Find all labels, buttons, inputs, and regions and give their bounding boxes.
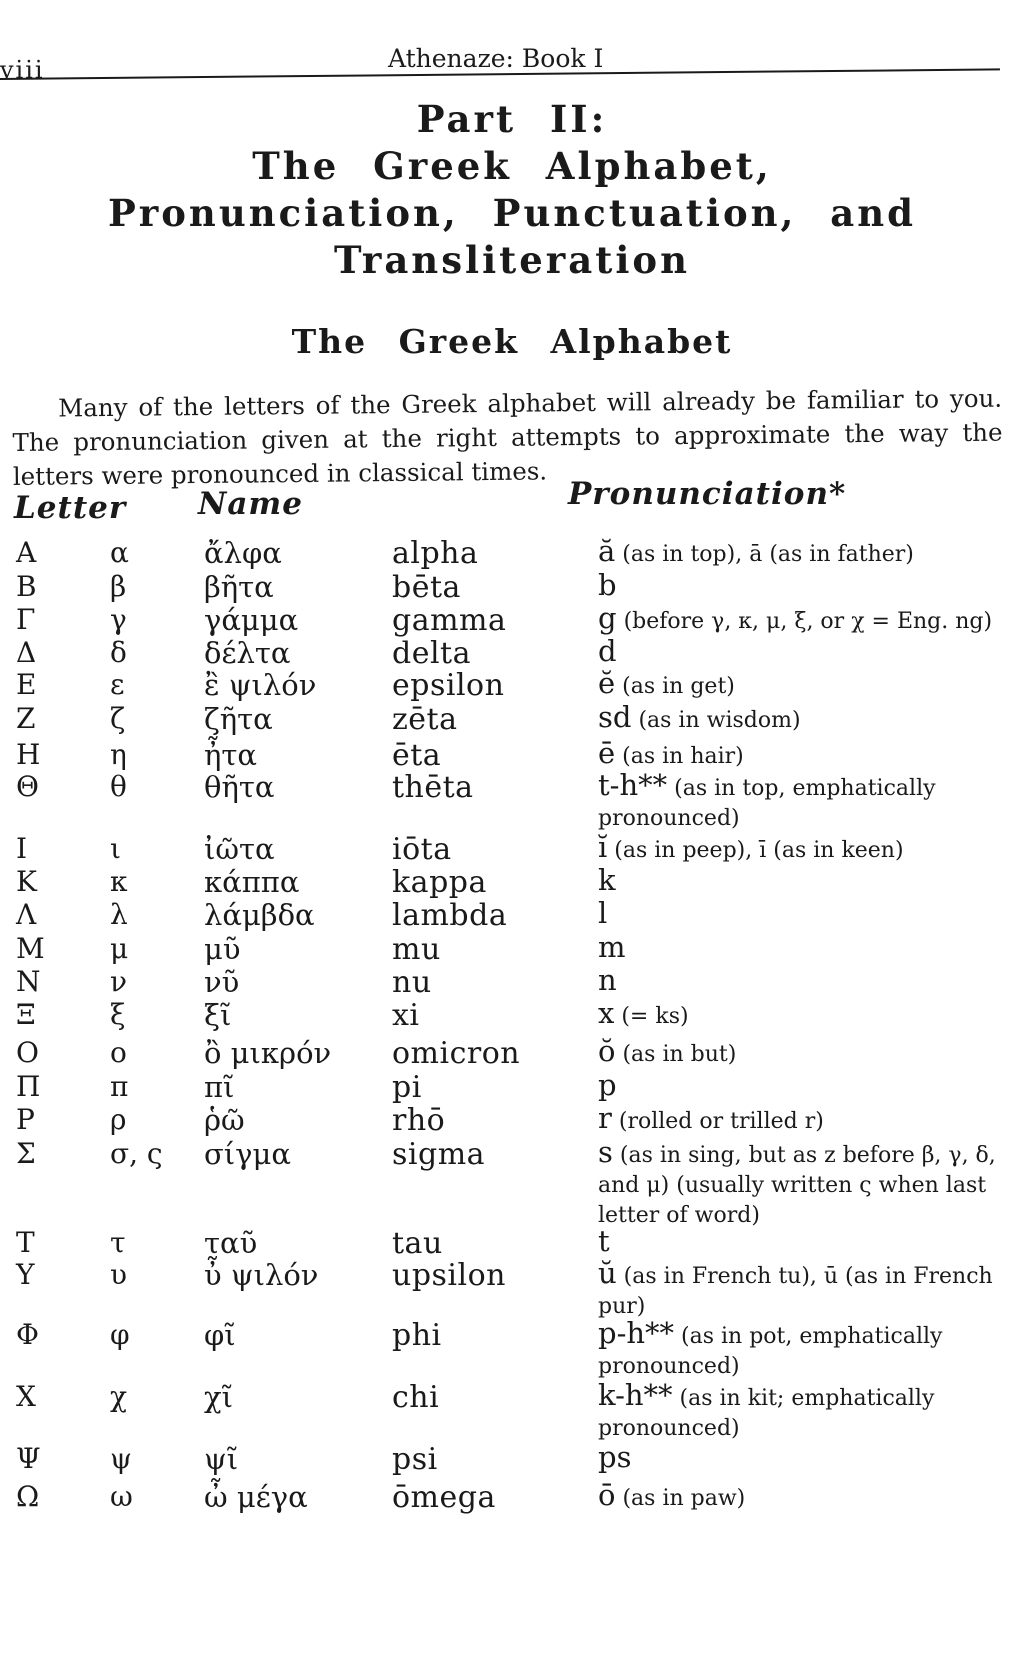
letter-lowercase: σ, ς bbox=[110, 1137, 163, 1170]
letter-roman-name: chi bbox=[392, 1380, 440, 1415]
column-header-name: Name bbox=[198, 486, 303, 522]
letter-roman-name: psi bbox=[392, 1442, 438, 1477]
running-title: Athenaze: Book I bbox=[388, 44, 604, 73]
pronunciation-note: (as in wisdom) bbox=[631, 708, 801, 733]
letter-roman-name: ōmega bbox=[392, 1480, 496, 1515]
pronunciation-note: (as in kit; emphatically pronounced) bbox=[598, 1386, 935, 1441]
letter-greek-name: ὂ μικρόν bbox=[204, 1036, 332, 1070]
letter-pronunciation bbox=[598, 932, 1008, 966]
letter-pronunciation bbox=[598, 1480, 1008, 1514]
letter-lowercase: ξ bbox=[110, 998, 126, 1031]
pronunciation-sound: p-h** bbox=[598, 1316, 675, 1350]
letter-uppercase: Ζ bbox=[16, 702, 36, 735]
letter-greek-name: θῆτα bbox=[204, 770, 275, 804]
pronunciation-sound: t-h** bbox=[598, 768, 668, 802]
letter-roman-name: omicron bbox=[392, 1036, 521, 1071]
letter-pronunciation bbox=[598, 603, 1008, 637]
letter-uppercase: Κ bbox=[16, 865, 37, 898]
letter-lowercase: α bbox=[110, 536, 129, 569]
letter-roman-name: zēta bbox=[392, 702, 458, 737]
title-line: The Greek Alphabet, bbox=[252, 144, 772, 188]
pronunciation-sound: m bbox=[598, 930, 626, 964]
letter-lowercase: β bbox=[110, 570, 127, 603]
pronunciation-sound: ĕ bbox=[598, 666, 616, 700]
letter-roman-name: gamma bbox=[392, 603, 507, 638]
letter-greek-name: ἒ ψιλόν bbox=[204, 668, 317, 702]
letter-greek-name: ἰῶτα bbox=[204, 832, 275, 866]
pronunciation-sound: k bbox=[598, 863, 616, 897]
letter-greek-name: φῖ bbox=[204, 1318, 236, 1352]
page-number: viii bbox=[0, 56, 45, 84]
pronunciation-sound: r bbox=[598, 1101, 612, 1135]
pronunciation-sound: t bbox=[598, 1224, 610, 1258]
letter-uppercase: Ξ bbox=[16, 998, 36, 1031]
pronunciation-sound: ĭ bbox=[598, 830, 608, 864]
letter-greek-name: σίγμα bbox=[204, 1137, 291, 1171]
title-line: Part II: bbox=[416, 97, 608, 141]
letter-greek-name: ἄλφα bbox=[204, 536, 282, 570]
letter-roman-name: mu bbox=[392, 932, 441, 967]
letter-lowercase: η bbox=[110, 738, 127, 771]
letter-pronunciation bbox=[598, 570, 1008, 604]
letter-roman-name: thēta bbox=[392, 770, 474, 805]
letter-pronunciation bbox=[598, 738, 1008, 772]
letter-uppercase: Σ bbox=[16, 1137, 36, 1170]
letter-greek-name: ῥῶ bbox=[204, 1103, 245, 1137]
letter-roman-name: phi bbox=[392, 1318, 442, 1353]
letter-uppercase: Η bbox=[16, 738, 41, 771]
letter-roman-name: rhō bbox=[392, 1103, 446, 1138]
letter-greek-name: βῆτα bbox=[204, 570, 274, 604]
letter-pronunciation bbox=[598, 1258, 1008, 1322]
pronunciation-sound: p bbox=[598, 1068, 617, 1102]
letter-roman-name: iōta bbox=[392, 832, 452, 867]
letter-roman-name: alpha bbox=[392, 536, 479, 571]
letter-pronunciation bbox=[598, 636, 1008, 670]
letter-lowercase: φ bbox=[110, 1318, 130, 1351]
letter-pronunciation bbox=[598, 668, 1008, 702]
letter-lowercase: χ bbox=[110, 1380, 127, 1413]
letter-lowercase: ζ bbox=[110, 702, 126, 735]
letter-lowercase: ι bbox=[110, 832, 121, 865]
pronunciation-sound: ŭ bbox=[598, 1256, 617, 1290]
letter-roman-name: pi bbox=[392, 1070, 422, 1105]
letter-lowercase: λ bbox=[110, 898, 128, 931]
pronunciation-sound: s bbox=[598, 1135, 613, 1169]
column-header-pronunciation: Pronunciation* bbox=[568, 476, 847, 512]
letter-greek-name: ὖ ψιλόν bbox=[204, 1258, 319, 1292]
letter-lowercase: υ bbox=[110, 1258, 128, 1291]
letter-lowercase: δ bbox=[110, 636, 127, 669]
letter-uppercase: Ν bbox=[16, 965, 41, 998]
letter-uppercase: Α bbox=[16, 536, 37, 569]
pronunciation-note: (as in hair) bbox=[615, 744, 744, 769]
letter-lowercase: γ bbox=[110, 603, 127, 636]
pronunciation-sound: sd bbox=[598, 700, 632, 734]
letter-uppercase: Γ bbox=[16, 603, 36, 636]
letter-uppercase: Χ bbox=[16, 1380, 36, 1413]
pronunciation-sound: k-h** bbox=[598, 1378, 673, 1412]
letter-greek-name: χῖ bbox=[204, 1380, 233, 1414]
pronunciation-note: (as in French tu), ū (as in French pur) bbox=[598, 1264, 993, 1319]
letter-lowercase: μ bbox=[110, 932, 129, 965]
letter-roman-name: kappa bbox=[392, 865, 487, 900]
pronunciation-note: (as in paw) bbox=[615, 1486, 746, 1511]
letter-pronunciation bbox=[598, 898, 1008, 932]
letter-uppercase: Π bbox=[16, 1070, 41, 1103]
letter-roman-name: xi bbox=[392, 998, 420, 1033]
letter-pronunciation bbox=[598, 832, 1008, 866]
letter-roman-name: sigma bbox=[392, 1137, 486, 1172]
letter-uppercase: Λ bbox=[16, 898, 37, 931]
letter-pronunciation bbox=[598, 1070, 1008, 1104]
pronunciation-note: (before γ, κ, μ, ξ, or χ = Eng. ng) bbox=[616, 609, 993, 634]
letter-roman-name: ēta bbox=[392, 738, 442, 773]
letter-pronunciation bbox=[598, 965, 1008, 999]
letter-lowercase: π bbox=[110, 1070, 129, 1103]
pronunciation-note: (as in get) bbox=[615, 674, 735, 699]
letter-greek-name: νῦ bbox=[204, 965, 240, 999]
letter-greek-name: ξῖ bbox=[204, 998, 232, 1032]
column-header-letter: Letter bbox=[14, 490, 127, 526]
letter-greek-name: κάππα bbox=[204, 865, 300, 899]
letter-greek-name: ἦτα bbox=[204, 738, 258, 772]
letter-uppercase: Μ bbox=[16, 932, 45, 965]
letter-greek-name: γάμμα bbox=[204, 603, 299, 637]
pronunciation-sound: ō bbox=[598, 1478, 616, 1512]
letter-greek-name: δέλτα bbox=[204, 636, 291, 670]
section-title: The Greek Alphabet bbox=[291, 322, 733, 361]
letter-pronunciation bbox=[598, 1036, 1008, 1070]
letter-lowercase: τ bbox=[110, 1226, 126, 1259]
letter-roman-name: nu bbox=[392, 965, 432, 1000]
title-line: Transliteration bbox=[334, 238, 690, 282]
letter-uppercase: Ο bbox=[16, 1036, 39, 1069]
pronunciation-sound: ē bbox=[598, 736, 616, 770]
letter-lowercase: ω bbox=[110, 1480, 133, 1513]
letter-uppercase: Ψ bbox=[16, 1442, 41, 1475]
pronunciation-sound: x bbox=[598, 996, 615, 1030]
letter-uppercase: Φ bbox=[16, 1318, 39, 1351]
letter-lowercase: ψ bbox=[110, 1442, 132, 1475]
pronunciation-note: (as in peep), ī (as in keen) bbox=[607, 838, 904, 863]
pronunciation-sound: b bbox=[598, 568, 617, 602]
letter-lowercase: ρ bbox=[110, 1103, 127, 1136]
pronunciation-note: (= ks) bbox=[614, 1004, 689, 1029]
letter-pronunciation bbox=[598, 1137, 1008, 1231]
letter-uppercase: Υ bbox=[16, 1258, 35, 1291]
letter-roman-name: delta bbox=[392, 636, 471, 671]
pronunciation-sound: n bbox=[598, 963, 617, 997]
pronunciation-sound: d bbox=[598, 634, 617, 668]
pronunciation-sound: ă bbox=[598, 534, 616, 568]
letter-uppercase: Ω bbox=[16, 1480, 40, 1513]
pronunciation-note: (as in top), ā (as in father) bbox=[615, 542, 914, 567]
pronunciation-note: (as in top, emphatically pronounced) bbox=[598, 776, 936, 831]
letter-lowercase: ν bbox=[110, 965, 128, 998]
letter-pronunciation bbox=[598, 1103, 1008, 1137]
letter-lowercase: ο bbox=[110, 1036, 127, 1069]
letter-uppercase: Ι bbox=[16, 832, 28, 865]
letter-greek-name: μῦ bbox=[204, 932, 241, 966]
letter-roman-name: upsilon bbox=[392, 1258, 506, 1293]
intro-text: Many of the letters of the Greek alphabet will already be familiar to you. The pronunciation given at the right attempts to approximate the way the letters were pronounced in classical times. bbox=[12, 383, 1003, 491]
pronunciation-note: (as in but) bbox=[615, 1042, 737, 1067]
letter-pronunciation bbox=[598, 1442, 1008, 1476]
pronunciation-note: (rolled or trilled r) bbox=[611, 1109, 824, 1134]
pronunciation-sound: g bbox=[598, 601, 617, 635]
letter-pronunciation bbox=[598, 1380, 1008, 1444]
letter-pronunciation bbox=[598, 702, 1008, 736]
letter-pronunciation bbox=[598, 536, 1008, 570]
pronunciation-note: (as in sing, but as z before β, γ, δ, and μ) (usually written ς when last letter of word) bbox=[598, 1143, 996, 1228]
letter-roman-name: epsilon bbox=[392, 668, 505, 703]
letter-uppercase: Ρ bbox=[16, 1103, 35, 1136]
pronunciation-note: (as in pot, emphatically pronounced) bbox=[598, 1324, 943, 1379]
letter-lowercase: ε bbox=[110, 668, 125, 701]
letter-uppercase: Τ bbox=[16, 1226, 35, 1259]
letter-pronunciation bbox=[598, 1226, 1008, 1260]
letter-roman-name: bēta bbox=[392, 570, 461, 605]
letter-greek-name: ζῆτα bbox=[204, 702, 273, 736]
letter-greek-name: ὦ μέγα bbox=[204, 1480, 308, 1514]
letter-uppercase: Β bbox=[16, 570, 37, 603]
letter-uppercase: Θ bbox=[16, 770, 39, 803]
letter-lowercase: κ bbox=[110, 865, 128, 898]
letter-greek-name: ταῦ bbox=[204, 1226, 258, 1260]
pronunciation-sound: ŏ bbox=[598, 1034, 616, 1068]
letter-pronunciation bbox=[598, 770, 1008, 834]
letter-lowercase: θ bbox=[110, 770, 127, 803]
letter-uppercase: Ε bbox=[16, 668, 37, 701]
letter-pronunciation bbox=[598, 865, 1008, 899]
pronunciation-sound: l bbox=[598, 896, 608, 930]
letter-pronunciation bbox=[598, 1318, 1008, 1382]
pronunciation-sound: ps bbox=[598, 1440, 632, 1474]
letter-pronunciation bbox=[598, 998, 1008, 1032]
letter-roman-name: tau bbox=[392, 1226, 443, 1261]
letter-greek-name: πῖ bbox=[204, 1070, 235, 1104]
letter-greek-name: λάμβδα bbox=[204, 898, 315, 932]
title-line: Pronunciation, Punctuation, and bbox=[107, 191, 917, 235]
letter-roman-name: lambda bbox=[392, 898, 508, 933]
letter-greek-name: ψῖ bbox=[204, 1442, 239, 1476]
letter-uppercase: Δ bbox=[16, 636, 37, 669]
